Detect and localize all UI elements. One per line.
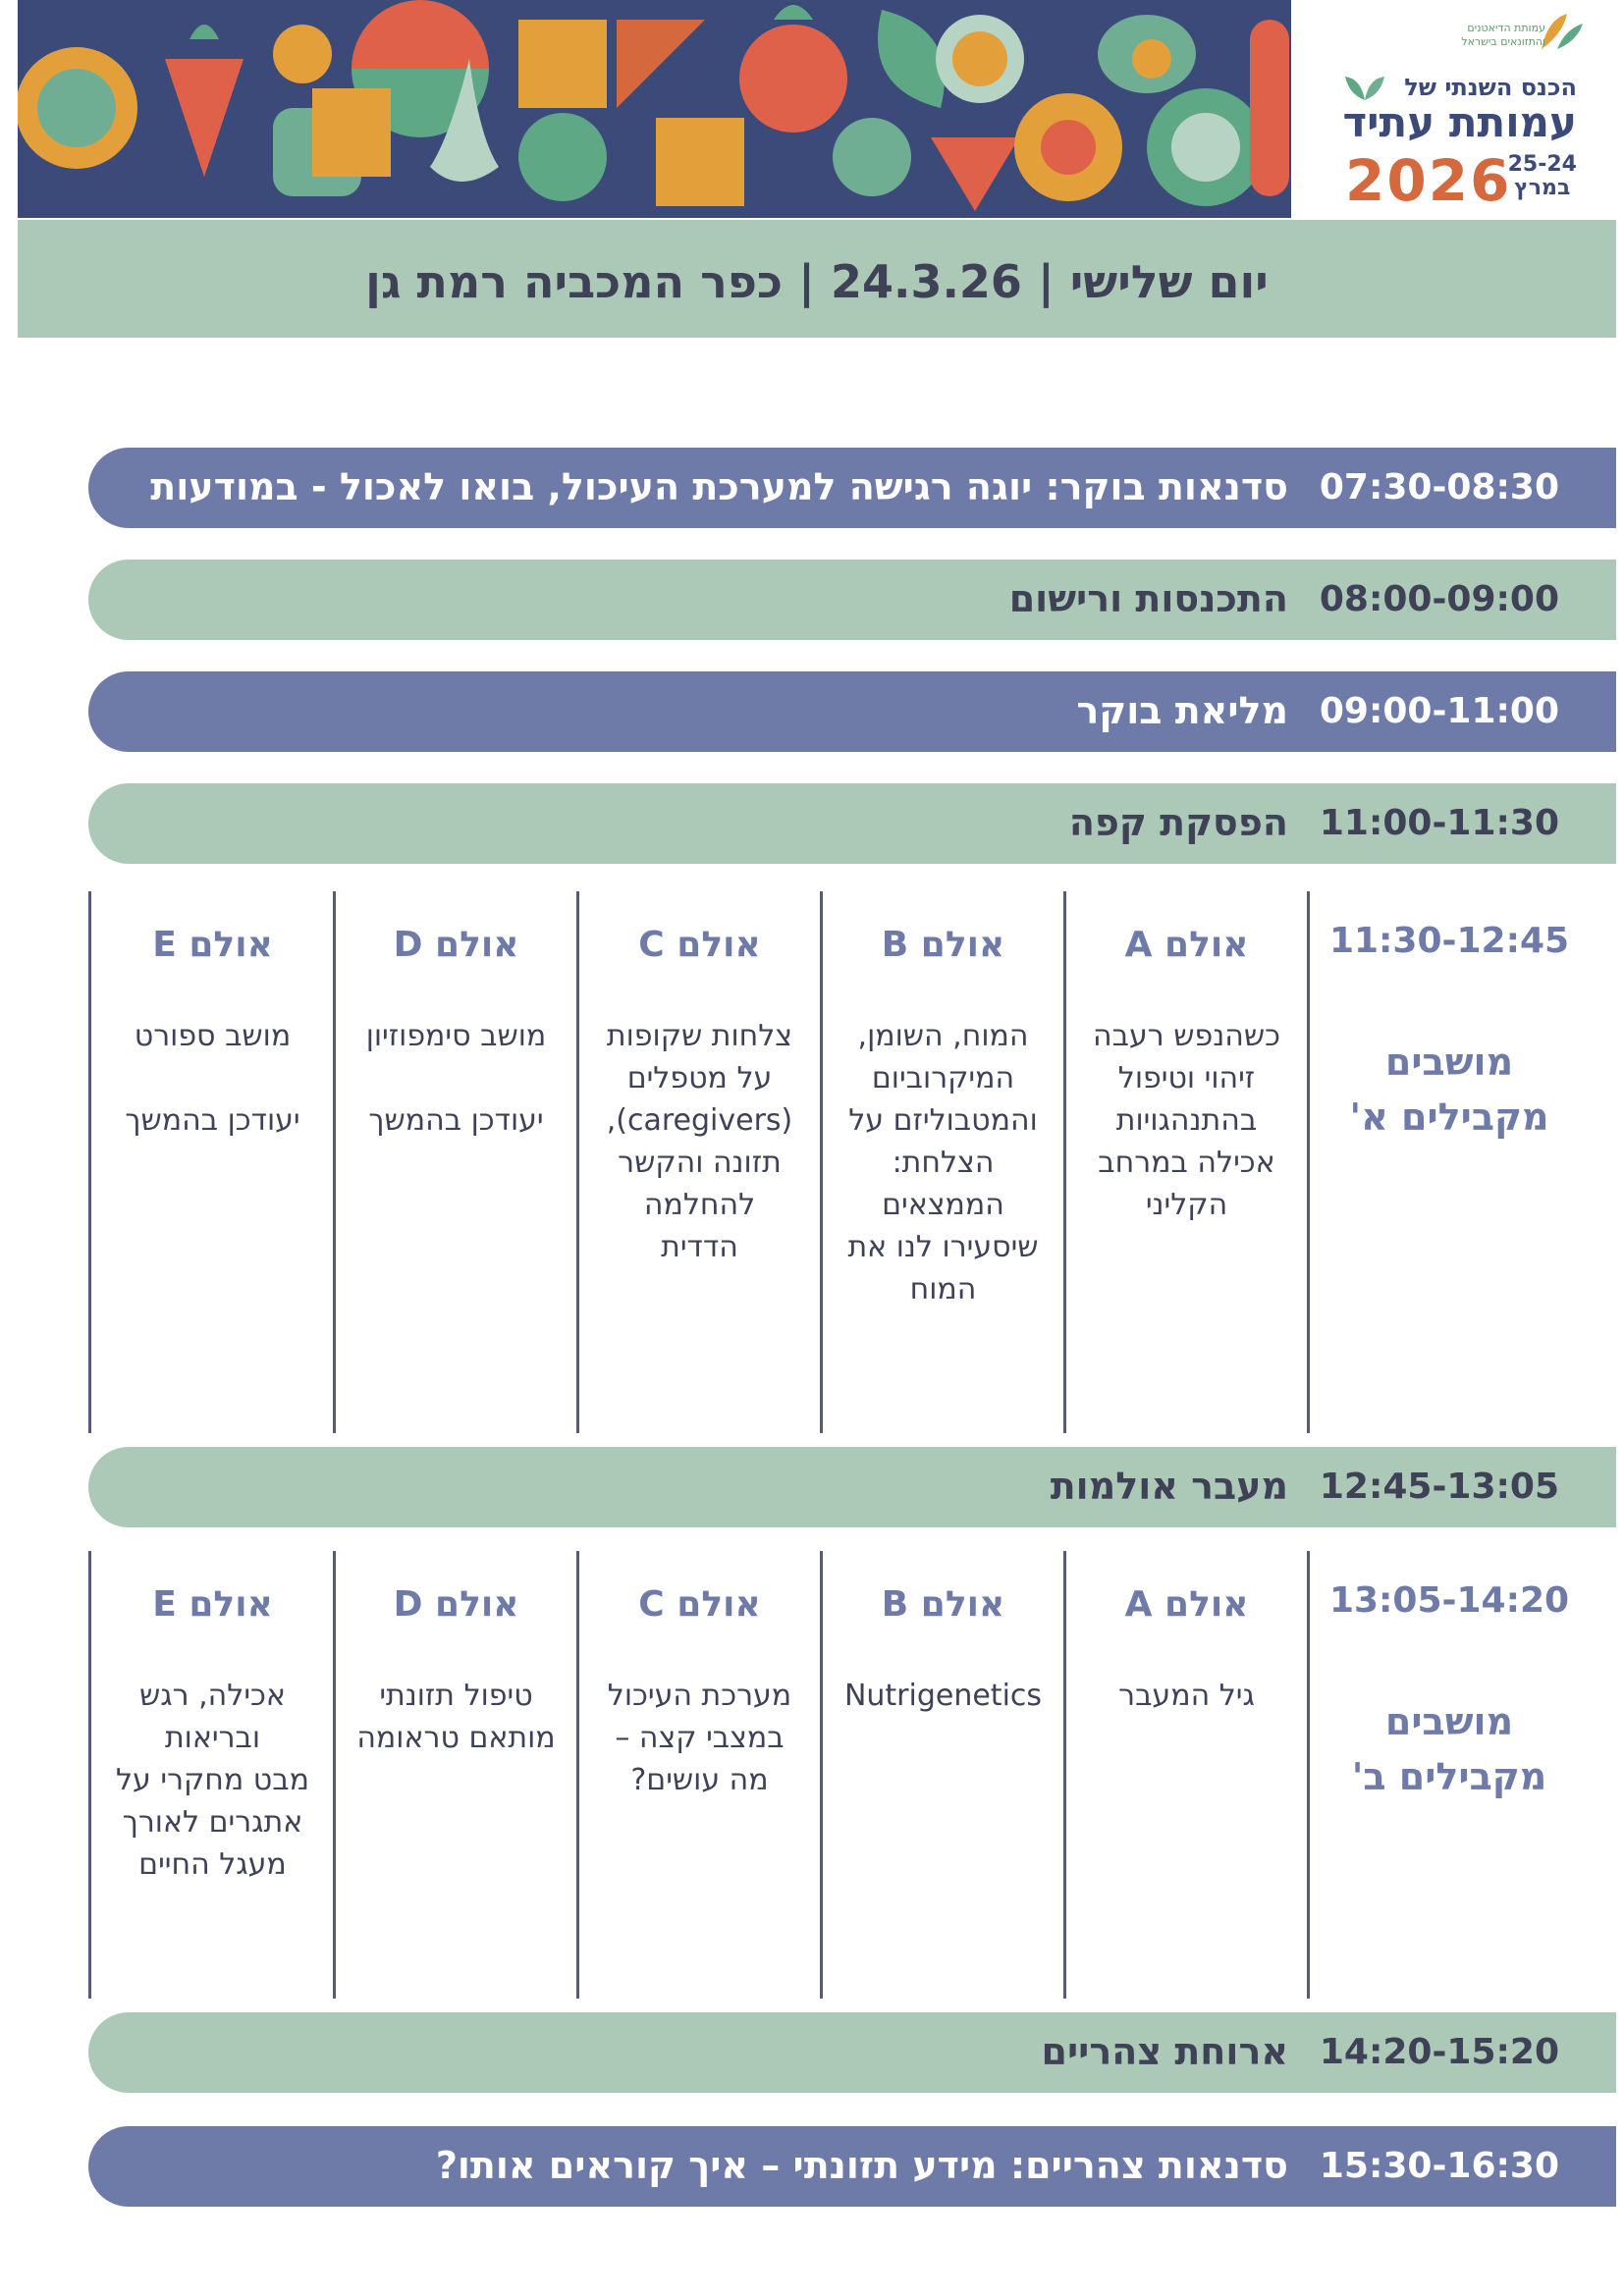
hall-a-column <box>1066 891 1310 1433</box>
hall-label: אולם <box>189 1584 273 1625</box>
hall-letter: A <box>1124 1584 1153 1625</box>
sessions-label-line1: מושבים <box>1384 1700 1514 1743</box>
hall-name <box>336 1584 576 1625</box>
session-line: והמטבוליזם על <box>848 1103 1038 1138</box>
row-title: הפסקת קפה <box>1068 801 1288 844</box>
session-line: אכילה במרחב <box>1098 1146 1275 1180</box>
row-time: 08:00-09:00 <box>1319 579 1559 619</box>
session-line: כשהנפש רעבה <box>1093 1019 1280 1053</box>
org-name-line2: והתזונאים בישראל <box>1461 35 1545 48</box>
row-title: סדנאות צהריים: מידע תזונתי – איך קוראים אותו? <box>435 2144 1288 2187</box>
session-line: תזונה והקשר <box>618 1146 782 1180</box>
hall-name <box>92 1584 333 1625</box>
row-title: סדנאות בוקר: יוגה רגישה למערכת העיכול, בואו לאכול - במודעות <box>150 465 1288 508</box>
hall-label: אולם <box>1164 925 1249 965</box>
decorative-food-banner <box>18 0 1291 218</box>
hall-label: אולם <box>435 925 519 965</box>
day-location-band <box>18 220 1616 338</box>
sprout-icon <box>1345 75 1384 100</box>
hall-label: אולם <box>920 1584 1005 1625</box>
hall-e-column <box>92 891 336 1433</box>
session-title <box>829 1675 1057 1717</box>
session-line: אתגרים לאורך <box>122 1805 303 1840</box>
conference-dates <box>1508 153 1577 200</box>
conference-subtitle: הכנס השנתי של <box>1404 74 1577 101</box>
sessions-label-line2: מקבילים א' <box>1349 1095 1549 1139</box>
hall-b-column <box>823 891 1066 1433</box>
session-line: צלחות שקופות <box>606 1019 793 1053</box>
session-line: Nutrigenetics <box>843 1679 1043 1713</box>
hall-label: אולם <box>920 925 1005 965</box>
session-spacer <box>98 1057 327 1099</box>
session-title <box>585 1015 814 1268</box>
session-line: (caregivers), <box>606 1103 793 1138</box>
org-name-line1: עמותת הדיאטנים <box>1467 22 1545 34</box>
hall-c-column <box>579 891 823 1433</box>
conference-year: 2026 <box>1345 147 1512 214</box>
hall-letter: D <box>393 925 423 965</box>
hall-b-column <box>823 1551 1066 1999</box>
hall-letter: C <box>638 1584 665 1625</box>
hall-e-column <box>92 1551 336 1999</box>
hall-name <box>1066 1584 1307 1625</box>
row-time: 09:00-11:00 <box>1319 691 1559 731</box>
parallel-sessions-b <box>88 1551 1616 1999</box>
schedule-row-lunch <box>88 2012 1616 2093</box>
row-time: 07:30-08:30 <box>1319 467 1559 507</box>
session-line: להחלמה <box>643 1188 756 1222</box>
session-line: מעגל החיים <box>138 1847 287 1882</box>
hall-letter: C <box>638 925 665 965</box>
session-line: גיל המעבר <box>1118 1679 1255 1713</box>
column-divider <box>88 891 91 1433</box>
session-line: יעודכן בהמשך <box>368 1103 544 1138</box>
hall-letter: B <box>881 1584 909 1625</box>
hall-name <box>1066 925 1307 965</box>
hall-name <box>92 925 333 965</box>
hall-label: אולם <box>1164 1584 1249 1625</box>
hall-letter: D <box>393 1584 423 1625</box>
row-title: מעבר אולמות <box>1050 1465 1288 1508</box>
schedule-row-morning-workshops <box>88 448 1616 528</box>
sessions-label-line2: מקבילים ב' <box>1351 1755 1547 1798</box>
conference-logo <box>1306 0 1624 218</box>
hall-name <box>823 925 1063 965</box>
session-line: ובריאות <box>164 1721 261 1755</box>
food-pattern-illustration <box>18 0 1291 218</box>
hall-label: אולם <box>677 1584 761 1625</box>
hall-name <box>579 925 820 965</box>
sessions-time: 13:05-14:20 <box>1328 1580 1570 1621</box>
session-line: מערכת העיכול <box>607 1679 792 1713</box>
session-line: הדדית <box>661 1230 738 1264</box>
hall-label: אולם <box>189 925 273 965</box>
hall-name <box>579 1584 820 1625</box>
row-time: 11:00-11:30 <box>1319 803 1559 843</box>
session-line: המוח <box>909 1272 977 1307</box>
conference-name: עמותת עתיד <box>1342 98 1577 146</box>
schedule-row-coffee-break <box>88 783 1616 864</box>
session-line: מושב סימפוזיון <box>365 1019 547 1053</box>
session-title <box>98 1015 327 1142</box>
session-line: המוח, השומן, <box>857 1019 1029 1053</box>
row-time: 14:20-15:20 <box>1319 2032 1559 2072</box>
hall-name <box>823 1584 1063 1625</box>
hall-label: אולם <box>677 925 761 965</box>
session-line: מותאם טראומה <box>356 1721 556 1755</box>
session-line: המיקרוביום <box>871 1061 1015 1095</box>
conference-dates-month: במרץ <box>1514 176 1571 200</box>
hall-d-column <box>336 891 579 1433</box>
row-title: מליאת בוקר <box>1076 689 1288 732</box>
sessions-label <box>1322 1694 1577 1804</box>
parallel-sessions-a <box>88 891 1616 1433</box>
session-title <box>98 1675 327 1886</box>
session-line: יעודכן בהמשך <box>125 1103 300 1138</box>
session-title <box>829 1015 1057 1310</box>
row-time: 15:30-16:30 <box>1319 2146 1559 2186</box>
session-line: שיסעירו לנו את <box>847 1230 1039 1264</box>
session-line: אכילה, רגש <box>139 1679 286 1713</box>
hall-letter: A <box>1124 925 1153 965</box>
hall-letter: E <box>152 1584 177 1625</box>
schedule-row-morning-plenary <box>88 671 1616 752</box>
schedule-row-registration <box>88 560 1616 640</box>
sessions-label-line1: מושבים <box>1384 1041 1514 1084</box>
hall-name <box>336 925 576 965</box>
row-title: ארוחת צהריים <box>1041 2030 1288 2073</box>
session-line: מבט מחקרי על <box>116 1763 309 1797</box>
hall-c-column <box>579 1551 823 1999</box>
session-line: הממצאים <box>882 1188 1004 1222</box>
hall-a-column <box>1066 1551 1310 1999</box>
session-line: בהתנהגויות <box>1115 1103 1258 1138</box>
hall-letter: B <box>881 925 909 965</box>
session-title <box>342 1015 570 1142</box>
row-time: 12:45-13:05 <box>1319 1467 1559 1507</box>
sessions-time: 11:30-12:45 <box>1328 921 1570 961</box>
session-line: הקליני <box>1145 1188 1228 1222</box>
session-line: הצלחת: <box>892 1146 995 1180</box>
schedule-row-afternoon-workshops <box>88 2126 1616 2207</box>
session-spacer <box>342 1057 570 1099</box>
session-title <box>585 1675 814 1801</box>
session-line: מה עושים? <box>630 1763 769 1797</box>
session-title <box>342 1675 570 1759</box>
session-line: במצבי קצה – <box>615 1721 785 1755</box>
session-line: על מטפלים <box>626 1061 773 1095</box>
session-line: טיפול תזונתי <box>379 1679 533 1713</box>
session-line: זיהוי וטיפול <box>1117 1061 1256 1095</box>
session-title <box>1072 1675 1301 1717</box>
session-title <box>1072 1015 1301 1226</box>
session-line: מושב ספורט <box>134 1019 292 1053</box>
schedule-row-hall-transition <box>88 1447 1616 1527</box>
conference-dates-days: 25-24 <box>1507 152 1577 177</box>
row-title: התכנסות ורישום <box>1008 577 1288 620</box>
hall-letter: E <box>152 925 177 965</box>
hall-d-column <box>336 1551 579 1999</box>
day-location-text: יום שלישי | 24.3.26 | כפר המכביה רמת גן <box>365 255 1269 308</box>
column-divider <box>88 1551 91 1999</box>
sessions-label <box>1322 1035 1577 1145</box>
hall-label: אולם <box>435 1584 519 1625</box>
org-name <box>1388 22 1545 49</box>
